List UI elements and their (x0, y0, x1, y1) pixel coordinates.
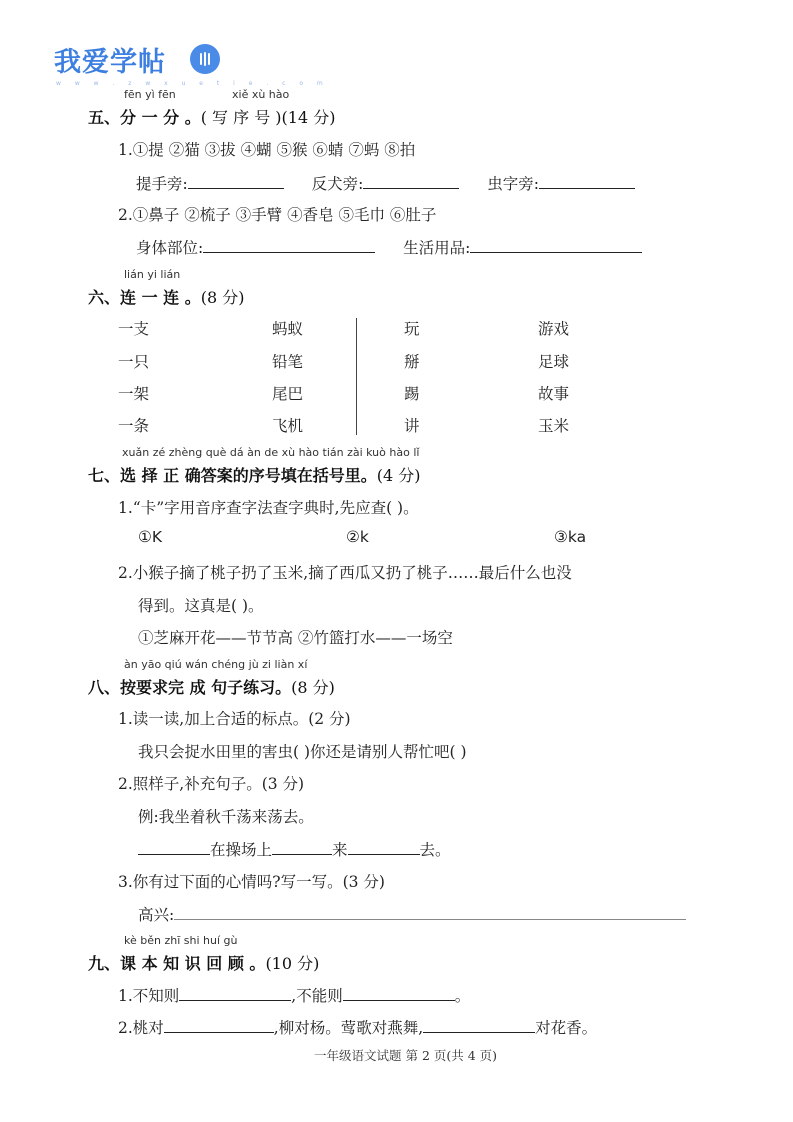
section7-title: 七、选 择 正 确答案的序号填在括号里。 (88, 466, 377, 485)
section5-pinyin-2: xiě xù hào (232, 88, 290, 101)
match-object-4[interactable]: 玉米 (538, 417, 570, 435)
section9-heading (88, 951, 319, 974)
section5-q2-items: 2.①鼻子 ②梳子 ③手臂 ④香皂 ⑤毛巾 ⑥肚子 (118, 206, 437, 224)
section9-score: (10 分) (265, 954, 320, 973)
match-right-3[interactable]: 尾巴 (272, 385, 304, 403)
section8-q1: 1.读一读,加上合适的标点。(2 分) (118, 710, 351, 728)
blank-happy[interactable] (174, 919, 686, 920)
q1-text-2: ,不能则 (291, 987, 343, 1005)
q2-text-1: 2.桃对 (118, 1019, 164, 1037)
section7-q2-line1: 2.小猴子摘了桃子扔了玉米,摘了西瓜又扔了桃子……最后什么也没 (118, 564, 572, 582)
section8-title: 八、按要求完 成 句子练习。 (88, 678, 292, 697)
label-happy: 高兴: (138, 906, 175, 924)
blank-taodui[interactable] (164, 1032, 274, 1033)
blank-fanquan[interactable] (363, 188, 459, 189)
match-left-2[interactable]: 一只 (118, 353, 150, 371)
section6-score: (8 分) (200, 288, 245, 307)
section8-score: (8 分) (291, 678, 335, 697)
q1-text-1: 1.不知则 (118, 987, 180, 1005)
match-divider (356, 318, 357, 435)
match-verb-4[interactable]: 讲 (404, 417, 420, 435)
site-logo: 我爱学帖 (54, 47, 166, 78)
section6-pinyin: lián yi lián (124, 268, 181, 281)
section9-q2-row (118, 1016, 597, 1038)
match-object-2[interactable]: 足球 (538, 353, 570, 371)
section6-title: 六、连 一 连 。 (88, 288, 201, 307)
section8-q1-text: 我只会捉水田里的害虫( )你还是请别人帮忙吧( ) (138, 743, 467, 761)
q2-text-3: 对花香。 (535, 1019, 598, 1037)
q1-text-3: 。 (454, 987, 471, 1005)
section7-q1-option-2[interactable]: ②k (346, 528, 369, 546)
section5-title: 五、分 一 分 。 (88, 108, 201, 127)
match-left-3[interactable]: 一架 (118, 385, 150, 403)
label-daily-items: 生活用品: (403, 239, 471, 257)
match-object-1[interactable]: 游戏 (538, 320, 570, 338)
section7-q1-option-1[interactable]: ①K (138, 528, 163, 546)
match-right-4[interactable]: 飞机 (272, 417, 304, 435)
section8-heading (88, 675, 335, 698)
blank-bunengze[interactable] (343, 1000, 455, 1001)
section6-heading (88, 285, 244, 308)
section8-q3-row (138, 903, 686, 925)
match-left-4[interactable]: 一条 (118, 417, 150, 435)
logo-badge-icon (190, 44, 220, 74)
fill-text-3: 去。 (419, 841, 451, 859)
blank-daily-items[interactable] (470, 252, 642, 253)
label-fanquan: 反犬旁: (311, 175, 364, 193)
q2-text-2: ,柳对杨。莺歌对燕舞, (273, 1019, 424, 1037)
section5-q2-answer-row (136, 236, 642, 258)
label-tishou: 提手旁: (136, 175, 188, 193)
section8-q2: 2.照样子,补充句子。(3 分) (118, 775, 305, 793)
match-right-1[interactable]: 蚂蚁 (272, 320, 304, 338)
match-right-2[interactable]: 铅笔 (272, 353, 304, 371)
section5-score: ( 写 序 号 )(14 分) (200, 108, 336, 127)
section9-q1-row (118, 984, 470, 1006)
section7-q2-options: ①芝麻开花——节节高 ②竹篮打水——一场空 (138, 629, 453, 647)
fill-text-1: 在操场上 (210, 841, 273, 859)
match-verb-2[interactable]: 掰 (404, 353, 420, 371)
blank-buzhize[interactable] (179, 1000, 291, 1001)
label-body-parts: 身体部位: (136, 239, 204, 257)
section7-heading (88, 463, 420, 486)
blank-subject[interactable] (138, 854, 210, 855)
match-left-1[interactable]: 一支 (118, 320, 150, 338)
section8-pinyin: àn yāo qiú wán chéng jù zi liàn xí (124, 658, 308, 671)
section5-heading (88, 105, 335, 128)
section5-q1-answer-row (136, 172, 635, 194)
section7-q2-line2: 得到。这真是( )。 (138, 597, 264, 615)
section8-q2-fill-row (138, 838, 451, 860)
label-chongzi: 虫字旁: (487, 175, 539, 193)
section7-pinyin: xuǎn zé zhèng què dá àn de xù hào tián zài kuò hào lǐ (122, 446, 420, 459)
blank-verb-2[interactable] (348, 854, 420, 855)
blank-duihuaxiang[interactable] (423, 1032, 535, 1033)
blank-chongzi[interactable] (539, 188, 635, 189)
section5-q1-items: 1.①提 ②猫 ③拔 ④蝴 ⑤猴 ⑥蜻 ⑦蚂 ⑧拍 (118, 141, 416, 159)
match-object-3[interactable]: 故事 (538, 385, 570, 403)
section5-pinyin-1: fēn yì fēn (124, 88, 176, 101)
section8-q3: 3.你有过下面的心情吗?写一写。(3 分) (118, 873, 385, 891)
section8-q2-example: 例:我坐着秋千荡来荡去。 (138, 808, 314, 826)
blank-body-parts[interactable] (203, 252, 375, 253)
section9-title: 九、课 本 知 识 回 顾 。 (88, 954, 266, 973)
fill-text-2: 来 (332, 841, 348, 859)
logo-url: w w w . z w x u e t i e . c o m (56, 80, 329, 87)
page-footer: 一年级语文试题 第 2 页(共 4 页) (314, 1048, 498, 1063)
blank-tishou[interactable] (188, 188, 284, 189)
section9-pinyin: kè běn zhī shi huí gù (124, 934, 238, 947)
section7-q1: 1.“卡”字用音序查字法查字典时,先应查( )。 (118, 499, 419, 517)
section7-score: (4 分) (376, 466, 421, 485)
match-verb-1[interactable]: 玩 (404, 320, 420, 338)
section7-q1-option-3[interactable]: ③ka (554, 528, 587, 546)
blank-verb-1[interactable] (272, 854, 332, 855)
match-verb-3[interactable]: 踢 (404, 385, 420, 403)
